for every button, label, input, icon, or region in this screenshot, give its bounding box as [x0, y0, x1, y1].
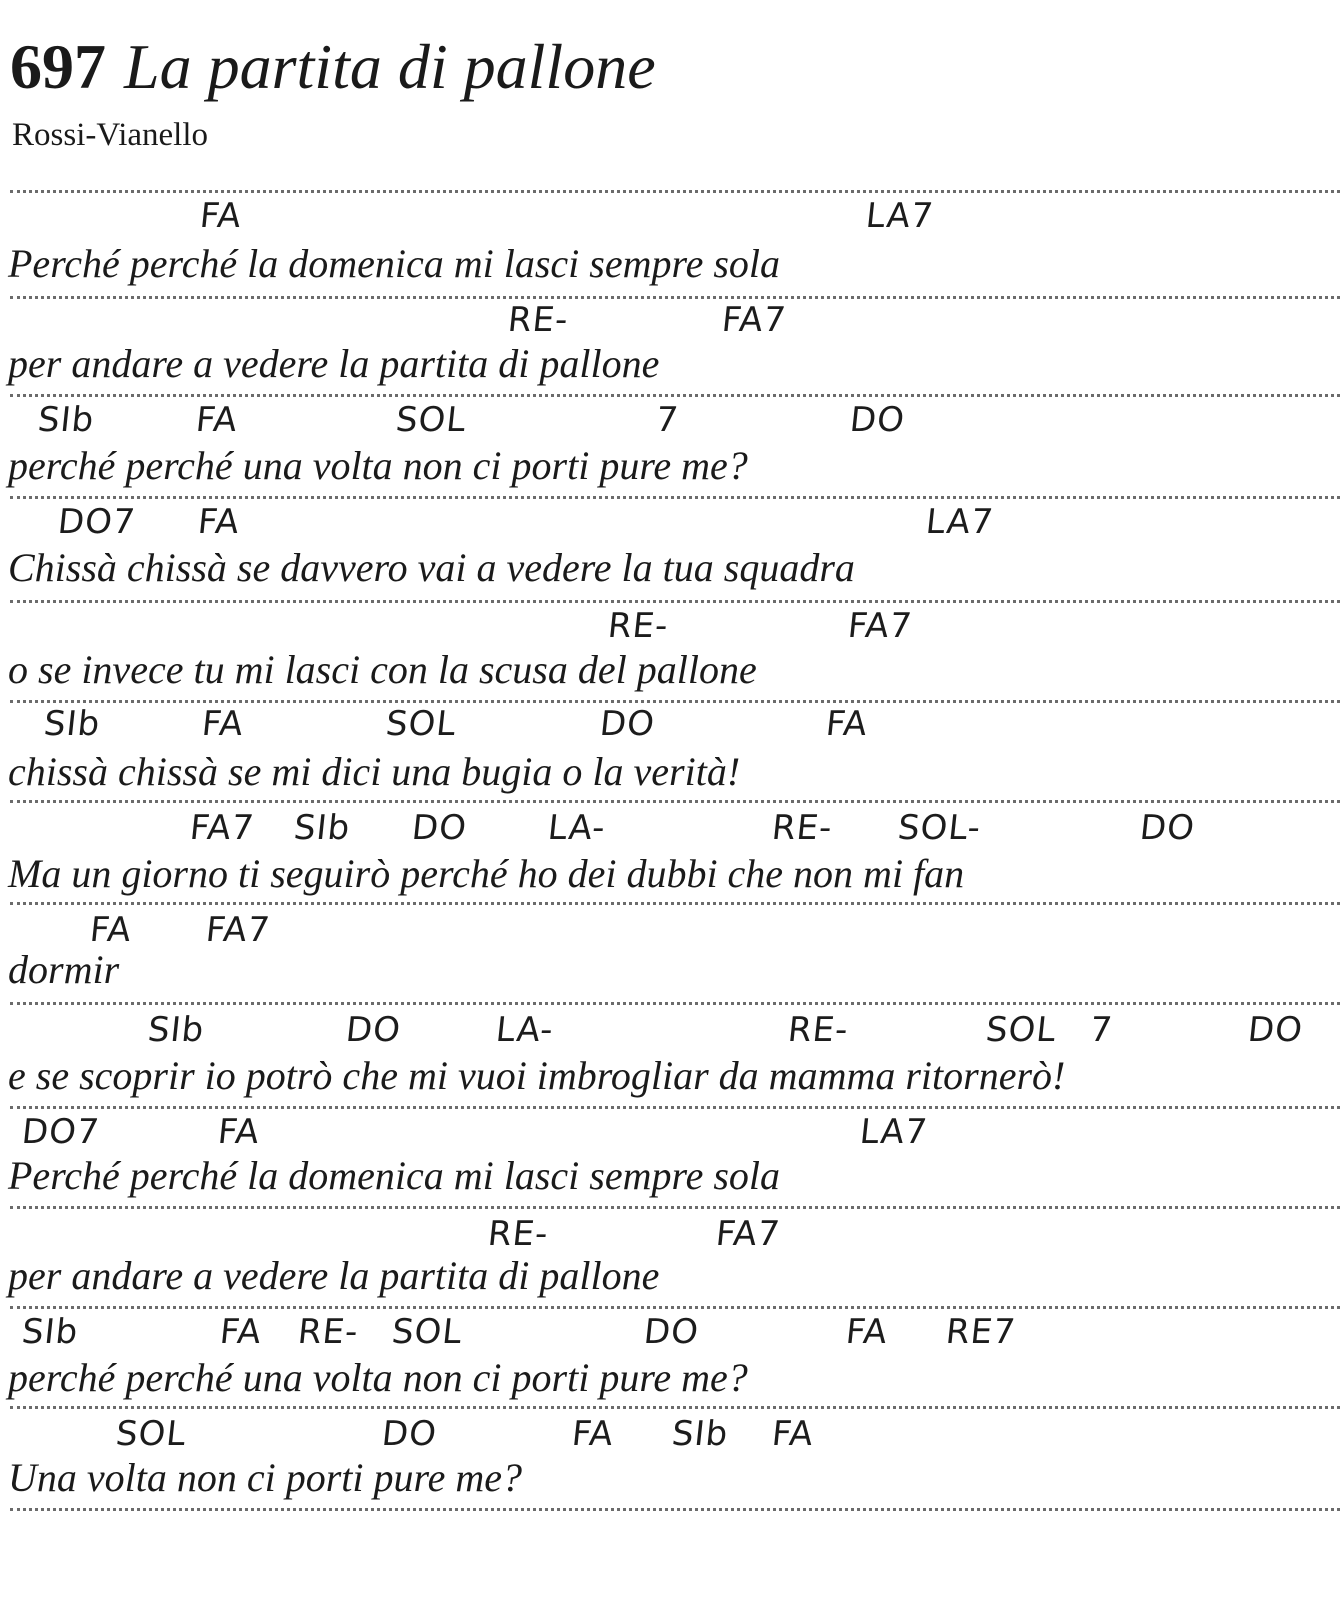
dotted-rule	[10, 394, 1340, 397]
dotted-rule	[10, 1106, 1340, 1109]
chord-row	[0, 1414, 1342, 1458]
chord: 7	[1087, 1010, 1115, 1050]
chord: FA	[215, 1112, 262, 1152]
chord: DO	[1245, 1010, 1306, 1050]
chord: LA7	[863, 196, 936, 236]
chord: FA7	[187, 808, 257, 848]
lyric-line: Ma un giorno ti seguirò perché ho dei dubbi che non mi fan	[8, 851, 965, 896]
dotted-rule	[10, 1406, 1340, 1409]
dotted-rule	[10, 800, 1340, 803]
chord-row	[0, 400, 1342, 444]
chord: FA	[823, 704, 870, 744]
chord: LA-	[545, 808, 608, 848]
chord: FA	[199, 704, 246, 744]
lyric-line: Chissà chissà se davvero vai a vedere la tua squadra	[8, 545, 855, 590]
chord: DO	[1137, 808, 1198, 848]
chord: SOL-	[895, 808, 984, 848]
chord: SIb	[145, 1010, 207, 1050]
chord: SOL	[383, 704, 459, 744]
lyric-line: e se scoprir io potrò che mi vuoi imbrogliar da mamma ritornerò!	[8, 1053, 1066, 1098]
chord: DO	[343, 1010, 404, 1050]
chord: RE-	[485, 1214, 551, 1254]
song-header	[10, 30, 656, 104]
lyric-line: Una volta non ci porti pure me?	[8, 1455, 523, 1500]
chord: FA	[197, 196, 244, 236]
chord: FA	[217, 1312, 264, 1352]
dotted-rule	[10, 902, 1340, 905]
chord: SOL	[393, 400, 469, 440]
chord: RE-	[605, 606, 671, 646]
lyric-line: o se invece tu mi lasci con la scusa del pallone	[8, 647, 757, 692]
chord: FA7	[719, 300, 789, 340]
dotted-rule	[10, 1306, 1340, 1309]
chord: SOL	[389, 1312, 465, 1352]
chord: DO7	[19, 1112, 102, 1152]
chord: RE-	[785, 1010, 851, 1050]
song-authors: Rossi-Vianello	[12, 117, 209, 153]
chord: RE-	[295, 1312, 361, 1352]
chord-row	[0, 808, 1342, 852]
chord: FA	[87, 910, 134, 950]
chord-row	[0, 502, 1342, 546]
chord: SIb	[669, 1414, 731, 1454]
chord-row	[0, 1112, 1342, 1156]
dotted-rule	[10, 600, 1340, 603]
chord: SIb	[41, 704, 103, 744]
chord-row	[0, 704, 1342, 748]
lyric-line: chissà chissà se mi dici una bugia o la verità!	[8, 749, 741, 794]
chord: RE-	[505, 300, 571, 340]
chord: FA	[569, 1414, 616, 1454]
chord: FA7	[713, 1214, 783, 1254]
chord: RE-	[769, 808, 835, 848]
chord: DO	[597, 704, 658, 744]
lyric-line: Perché perché la domenica mi lasci sempre sola	[8, 1153, 781, 1198]
chord-row	[0, 606, 1342, 650]
chord: SIb	[35, 400, 97, 440]
chord: 7	[653, 400, 681, 440]
chord: FA	[195, 502, 242, 542]
chord-row	[0, 910, 1342, 954]
chord: FA	[193, 400, 240, 440]
lyric-line: dormir	[8, 947, 120, 992]
lyric-line: Perché perché la domenica mi lasci sempre sola	[8, 241, 781, 286]
chord: DO	[847, 400, 908, 440]
chord: FA	[769, 1414, 816, 1454]
chord-row	[0, 1312, 1342, 1356]
chord: DO	[379, 1414, 440, 1454]
chord: SOL	[983, 1010, 1059, 1050]
chord: LA7	[857, 1112, 930, 1152]
dotted-rule	[10, 296, 1340, 299]
dotted-rule	[10, 1508, 1340, 1511]
chord: DO7	[55, 502, 138, 542]
dotted-rule	[10, 1206, 1340, 1209]
lyric-line: perché perché una volta non ci porti pure me?	[8, 443, 748, 488]
dotted-rule	[10, 496, 1340, 499]
dotted-rule	[10, 700, 1340, 703]
chord: FA	[843, 1312, 890, 1352]
dotted-rule	[10, 1002, 1340, 1005]
chord: LA-	[493, 1010, 556, 1050]
lyric-line: per andare a vedere la partita di pallone	[8, 341, 660, 386]
chord-row	[0, 196, 1342, 240]
lyric-line: per andare a vedere la partita di pallone	[8, 1253, 660, 1298]
chord-row	[0, 300, 1342, 344]
chord: FA7	[845, 606, 915, 646]
chord: DO	[641, 1312, 702, 1352]
chord: FA7	[203, 910, 273, 950]
song-number: 697	[10, 31, 106, 102]
chord: DO	[409, 808, 470, 848]
dotted-rule	[10, 190, 1340, 193]
chord: LA7	[923, 502, 996, 542]
song-title: La partita di pallone	[124, 31, 656, 102]
chord: SOL	[113, 1414, 189, 1454]
chord: RE7	[943, 1312, 1018, 1352]
chord-row	[0, 1010, 1342, 1054]
chord: SIb	[19, 1312, 81, 1352]
chord: SIb	[291, 808, 353, 848]
lyric-line: perché perché una volta non ci porti pure me?	[8, 1355, 748, 1400]
